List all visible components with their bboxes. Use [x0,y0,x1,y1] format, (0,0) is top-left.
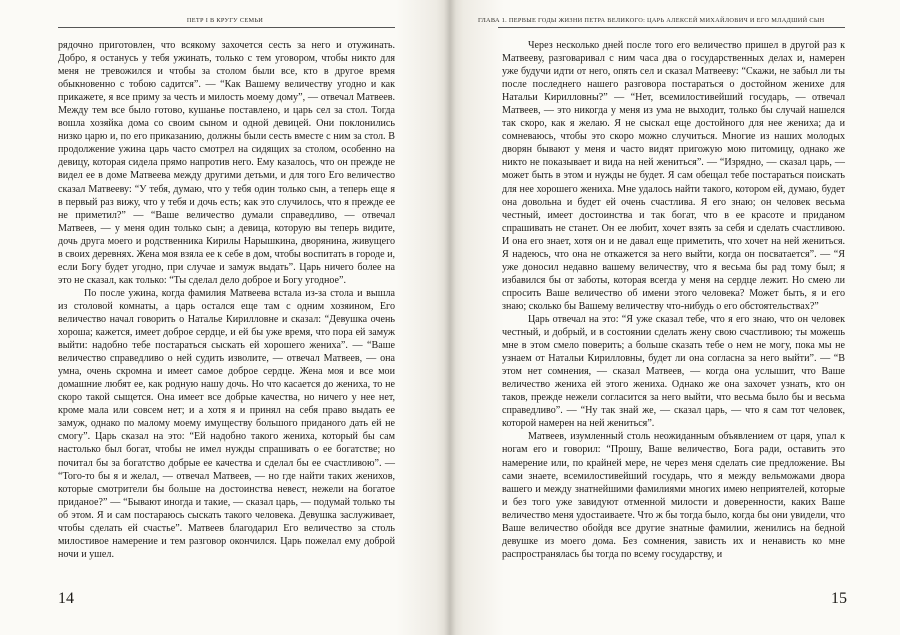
paragraph: Царь отвечал на это: “Я уже сказал тебе, что я его знаю, что он человек честный, и добрый, и в состоянии сделать жену свою счастливою; ты можешь мне в этом смело поверить; а больше сказать тебе о нем не могу, пока мы не узнаем от Натальи Кирилловны, будет ли она согласна за него выйти”. — “В этом нет сомнения, — сказал Матвеев, — когда она услышит, что Ваше величество жениха ей этого жениха. Однако же она захочет узнать, кто он таков, прежде нежели согласится за него выйти, что весьма было бы и весьма справедливо”. — “Ну так знай же, — сказал царь, — что я сам тот человек, которой намерен на ней жениться”. [502,313,845,430]
paragraph: Через несколько дней после того его величество пришел в другой раз к Матвееву, разговаривал с ним часа два о государственных делах и, намерен уже будучи идти от него, опять сел и сказал Матвееву: “Скажи, не забыл ли ты после последнего нашего разговора постараться о достойном женихе для Натальи Кирилловны?” — “Нет, всемилостивейший государь, — отвечал Матвеев, — это никогда у меня из ума не выходит, только бы случай нашелся так скоро, как я желаю. Я не сыскал еще достойного для нее жениха; да и сомневаюсь, чтобы это скоро можно случиться. Многие из наших молодых дворян бывают у меня и часто видят пригожую мою питомицу, однако же никто не показывает и вида на ней жениться”. — “Изрядно, — сказал царь, — может быть в этом и нужды не будет. Я сам обещал тебе постараться поискать для нее хорошего жениха. Мне удалось найти такого, котором ей, думаю, будет она довольна и будет ей очень счастлива. Я его знаю; он человек весьма честный, имеет достоинства и так богат, что в ее красоте и приданом спрашивать не станет. Он ее любит, хочет взять за себя и сделать счастливою. И она его знает, хотя он и не давал еще приметить, что хочет на ней жениться. Я надеюсь, что она не откажется за него выйти, когда он посватается”. — “Я уже доносил недавно вашему величеству, что я весьма бы рад тому был; я избавился бы от заботы, которая всегда у меня на сердце лежит. Но смею ли спросить Ваше величество об имени этого человека? Может быть, я и его знаю; сколько бы Вашему величеству что-нибудь о его обстоятельствах?” [502,40,845,312]
running-head: ГЛАВА 1. ПЕРВЫЕ ГОДЫ ЖИЗНИ ПЕТРА ВЕЛИКОГО: ЦАРЬ АЛЕКСЕЙ МИХАЙЛОВИЧ И ЕГО МЛАДШИЙ СЫН [478,17,825,24]
running-head: ПЕТР I В КРУГУ СЕМЬИ [186,17,264,24]
page-number: 14 [58,590,74,607]
header-rule [498,27,845,28]
paragraph: По после ужина, когда фамилия Матвеева встала из-за стола и вышла из столовой комнаты, а царь остался еще там с одним хозяином, Его величество начал говорить о Наталье Кирилловне и сказал: “Девушка очень хороша; кажется, имеет доброе сердце, и ей бы уже время, что пора ей замуж выйти: надобно тебе постараться сыскать ей хорошего жениха”. — “Ваше величество справедливо о ней судить изволите, — отвечал Матвеев, — она умна, очень скромна и имеет самое доброе сердце. Жена моя и все мои домашние любят ее, как родную нашу дочь. Но что касается до жениха, то не скоро такой сыщется. Она имеет все добрые качества, но ничего у нее нет, кроме мала или совсем нет; и а хотя я и принял на себя право выдать ее замуж, однако по малому моему имуществу большого приданого дать ей не смогу”. Царь сказал на это: “Ей надобно такого жениха, который бы сам настолько был богат, чтобы не имел нужды спрашивать о ее богатстве; но почитал бы за богатство добрые ее качества и сделал бы ее счастливою”. — “Того-то бы я и желал, — отвечал Матвеев, — но где найти таких женихов, которые смотрители бы больше на достоинства невест, нежели на богатое приданое?” — “Бывают иногда и такие, — сказал царь, — подумай только ты об этом. Я и сам постараюсь сыскать такого человека. Девушка заслуживает, чтобы сделать ей счастье”. Матвеев благодарил Его величество за столь милостивое намерение и тем разговор окончился. Царь пожелал ему доброй ночи и ушел. [58,287,395,560]
right-page [450,0,900,635]
body-text [58,39,395,561]
paragraph: рядочно приготовлен, что всякому захочется сесть за него и отужинать. Добро, я останусь у тебя ужинать, только с тем уговором, чтобы никто для меня не тревожился и чтобы за столом были все, кто в другое время обыкновенно с тобою садится”. — “Как Вашему величеству угодно и как прикажете, я все приму за честь и милость моему дому”, — отвечал Матвеев. Между тем все было готово, кушанье поставлено, и царь сел за стол. Тогда вошла хозяйка дома со своим сыном и одной девицей. Они поклонились низко царю и, по его приказанию, должны были сесть вместе с ним за стол. В продолжение ужина царь часто смотрел на сидящих за столом, особенно на девицу, которая сидела прямо напротив него. Ему казалось, что он прежде не видел ее в доме Матвеева между другими детьми, и для того Его величество сказал Матвееву: “У тебя, думаю, что у тебя один только сын, а теперь еще я в первый раз вижу, что у тебя и дочь есть; как это случилось, что я прежде ее не приметил?” — “Ваше величество думали справедливо, — отвечал Матвеев, — у меня один только сын; а девица, которую вы теперь видите, дочь друга моего и родственника Кирилы Нарышкина, дворянина, живущего в своих деревнях. Жена моя взяла ее к себе в дом, чтобы воспитать в городе и, если Богу будет угодно, при случае и замуж выдать”. Царь ничего более на это не сказал, как только: “Ты сделал дело доброе и Богу угодное”. [58,40,396,286]
page-number: 15 [831,590,847,607]
header-rule [58,27,395,28]
paragraph: Матвеев, изумленный столь неожиданным объявлением от царя, упал к ногам его и говорил: “Прошу, Ваше величество, Бога ради, оставить это намерение или, по крайней мере, не через меня сделать сие предложение. Вы сами знаете, всемилостивейший государь, что я между вельможами двора вашего и между знатнейшими фамилиями многих имею неприятелей, которые и без того уже завидуют отменной милости и доверенности, каких Ваше величество меня удостаиваете. Что ж бы тогда было, когда бы они увидели, что Ваше величество обойдя все другие знатные фамилии, женились на бедной девушке из моего дома. Без сомнения, зависть их и ненависть ко мне распространялась бы тогда по всему государству, и [502,431,845,560]
body-text [502,39,845,561]
